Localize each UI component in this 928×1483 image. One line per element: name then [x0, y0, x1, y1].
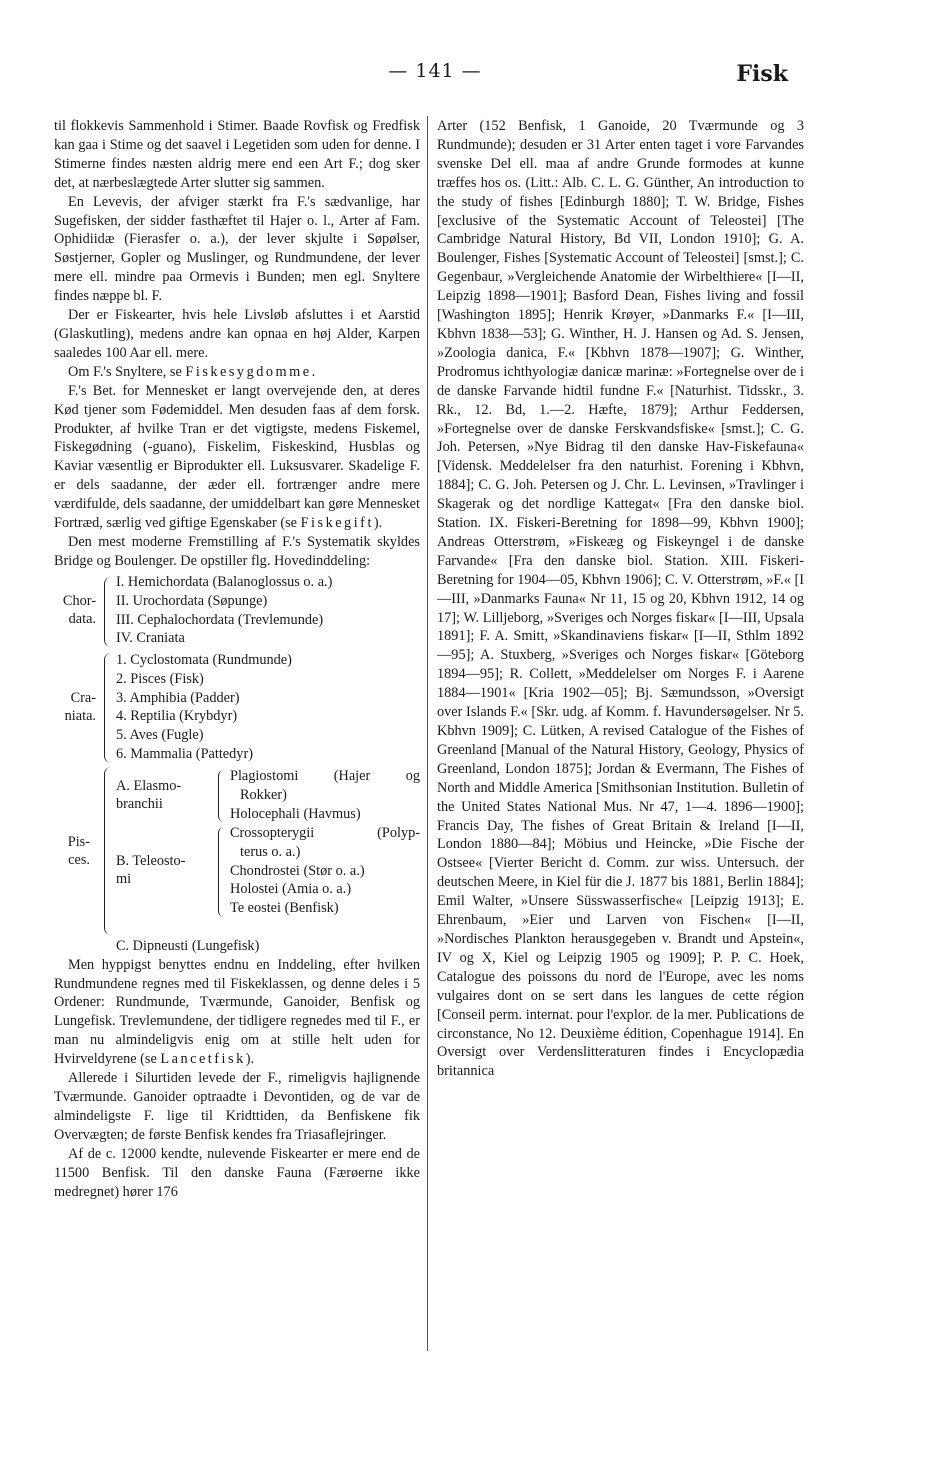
cross-reference: Lancetfisk [160, 1051, 246, 1068]
taxon-row: 3. Amphibia (Padder) [116, 689, 240, 706]
group-label-teleostomi: B. Teleosto- mi [116, 852, 186, 887]
paragraph [54, 956, 420, 1069]
page-number: — 141 — [388, 60, 482, 82]
group-label-craniata: Cra- niata. [64, 689, 96, 724]
paragraph: Allerede i Silurtiden levede der F., rimeligvis hajlignende Tværmunde. Ganoider optraadte i Devontiden, og de var de almindeligste F. lige til Kridttiden, da Benfiskene fik Overvægten; de første Benfisk kendes fra Triasaflejringer. [54, 1070, 420, 1143]
column-divider [427, 116, 428, 1351]
taxon-row: I. Hemichordata (Balanoglossus o. a.) [116, 573, 333, 590]
text-run: Men hyppigst benyttes endnu en Inddeling, efter hvilken Rundmundene regnes med til Fiskeklassen, og denne deles i 5 Ordener: Rundmunde, Tværmunde, Ganoider, Benfisk og Lungefisk. Trevlemundene, der tidligere regnedes med til F., er man nu almindeligvis enig om at stille helt uden for Hvirveldyrene (se [54, 956, 420, 1068]
brace [104, 653, 111, 763]
group-label-chordata: Chor- data. [62, 592, 96, 627]
taxon-row: III. Cephalochordata (Trevlemunde) [116, 611, 324, 628]
taxon-row: II. Urochordata (Søpunge) [116, 592, 268, 609]
brace [104, 577, 111, 647]
brace [104, 767, 111, 935]
paragraph: Af de c. 12000 kendte, nulevende Fiskearter er mere end de 11500 Benfisk. Til den danske Fauna (Færøerne ikke medregnet) hører 176 [54, 1145, 420, 1200]
taxon-row: Plagiostomi (Hajer og [230, 767, 420, 784]
text-run: F.'s Bet. for Mennesket er langt overvejende den, at deres Kød tjener som Fødemiddel. Men desuden faas af dem forsk. Produkter, af hvilke Tran er det vigtigste, medens Fiskemel, Fiskegødning (-guano), Fiskelim, Fiskeskind, Husblas og Kaviar væsentlig er Biprodukter ell. Luksusvarer. Skadelige F. er dels saadanne, der æder ell. fortrænger andre mere værdifulde, dels saadanne, der umiddelbart kan gøre Mennesket Fortræd, særlig ved giftige Egenskaber (se [54, 382, 420, 532]
left-column [54, 117, 420, 1201]
text-run: ). [245, 1051, 255, 1068]
taxon-row: Crossopterygii (Polyp- [230, 824, 420, 841]
chordata-list [116, 573, 420, 649]
paragraph [54, 382, 420, 533]
brace [218, 827, 224, 917]
taxon-row: Chondrostei (Stør o. a.) [230, 862, 365, 879]
taxon-row: 1. Cyclostomata (Rundmunde) [116, 651, 292, 668]
taxon-row-dipneusti: C. Dipneusti (Lungefisk) [116, 937, 260, 954]
running-head: Fisk [736, 61, 788, 87]
literature-paragraph: Arter (152 Benfisk, 1 Ganoide, 20 Tværmunde og 3 Rundmunde); desuden er 31 Arter enten taget i vore Farvandes svenske Del ell. maa af andre Grunde formodes at kunne træffes hos os. (Litt.: Alb. C. L. G. Günther, An introduction to the study of fishes [Edinburgh 1880]; T. W. Bridge, Fishes [exclusive of the Systematic Account of Teleostei] [The Cambridge Natural History, Bd VII, London 1910]; G. A. Boulenger, Fishes [Systematic Account of Teleostei] [smst.]; C. Gegenbaur, »Vergleichende Anatomie der Wirbelthiere« [I—II, Leipzig 1898—1901]; Basford Dean, Fishes living and fossil [Washington 1895]; Henrik Krøyer, »Danmarks F.« [I—III, Kbhvn 1838—53]; G. Winther, H. J. Hansen og Ad. S. Jensen, »Zoologia danica, F.« [Kbhvn 1878—1907]; G. Winther, Prodromus ichthyologiæ danicæ marinæ: »Fortegnelse over de i de danske Farvande hidtil fundne F.« [Naturhist. Tidsskr., 3. Rk., 12. Bd, 1.—2. Hæfte, 1879]; Arthur Feddersen, »Fortegnelse over de danske Ferskvandsfiske« [smst.]; C. G. Joh. Petersen, »Nye Bidrag til den danske Hav-Fiskefauna« [Vidensk. Meddelelser fra den naturhist. Forening i Kbhvn, 1884]; C. G. Joh. Petersen og J. Chr. L. Levinsen, »Travlinger i Skagerak og det nordlige Kattegat« [Fra den danske biol. Station. IX. Fiskeri-Beretning for 1898—99, Kbhvn 1900]; Andreas Otterstrøm, »Fiskeæg og Fiskeyngel i de danske Farvande« [Fra den danske biol. Station. XIII. Fiskeri-Beretning for 1904—05, Kbhvn 1906]; C. V. Otterstrøm, »F.« [I—III, »Danmarks Fauna« Nr 11, 15 og 20, Kbhvn 1912, 14 og 17]; W. Lilljeborg, »Sveriges och Norges fiskar« [I—III, Upsala 1891]; F. A. Smitt, »Skandinaviens fiskar« [I—II, Sthlm 1892—95]; A. Stuxberg, »Sveriges och Norges fiskar« [Göteborg 1894—95]; R. Collett, »Meddelelser om Norges F. i Aarene 1884—1901« [Kria 1902—05]; Bj. Sæmundsson, »Oversigt over Islands F.« [Skr. udg. af Komm. f. Havundersøgelser. Nr 5. Kbhvn 1909]; C. Lütken, A revised Catalogue of the Fishes of Greenland [Manual of the Natural History, Geology, Physics of Greenland, London 1875]; Jordan & Evermann, The Fishes of North and Middle America [Smithsonian Institution. Bulletin of the United States National Mus. Nr 47, 1—4. 1896—1900]; Francis Day, The fishes of Great Britain & Ireland [I—II, London 1880—84]; Möbius und Heincke, »Die Fische der Ostsee« [Vierter Bericht d. Comm. zur wiss. Untersuch. der deutschen Meere, in Kiel für die J. 1877 bis 1881, Berlin 1884]; Emil Walter, »Unsere Süsswasserfische« [Leipzig 1913]; E. Ehrenbaum, »Eier und Larven von Fischen« [I—II, »Nordisches Plankton herausgegeben v. Brandt und Apstein«, IV og X, Kiel og Leipzig 1905 og 1909]; P. P. C. Hoek, Catalogue des poissons du nord de l'Europe, avec les noms vulgaires dont on se sert dans les langues de cette région [Conseil perm. internat. pour l'explor. de la mer. Publications de circonstance, No 12. Deuxième édition, Copenhague 1914]. En Oversigt over Verdenslitteraturen findes i Encyclopædia britannica [437, 118, 804, 1080]
right-column [437, 117, 804, 1362]
taxon-row: 2. Pisces (Fisk) [116, 670, 204, 687]
paragraph: til flokkevis Sammenhold i Stimer. Baade Rovfisk og Fredfisk kan gaa i Stime og det saavel i Legetiden som uden for denne. I Stimerne findes næsten aldrig mere end een Art F.; dog sker det, at nærbeslægtede Arter slutter sig sammen. [54, 118, 420, 191]
taxon-row: Holostei (Amia o. a.) [230, 881, 352, 898]
taxonomy-chordata [54, 573, 420, 649]
craniata-list [116, 651, 420, 764]
elasmobranchii-list [230, 767, 420, 824]
group-label-elasmobranchii: A. Elasmo- branchii [116, 777, 182, 812]
taxon-row: Rokker) [240, 786, 287, 803]
text-run: Om F.'s Snyltere, se [68, 363, 186, 380]
taxon-row: 5. Aves (Fugle) [116, 727, 204, 744]
paragraph [54, 363, 420, 382]
cross-reference: Fiskesygdomme. [185, 363, 318, 380]
taxonomy-craniata [54, 651, 420, 765]
cross-reference: Fiskegift [300, 515, 374, 532]
teleostomi-list [230, 824, 420, 919]
brace [218, 770, 224, 822]
taxon-row: terus o. a.) [240, 843, 301, 860]
taxon-row: Holocephali (Havmus) [230, 805, 361, 822]
paragraph: Der er Fiskearter, hvis hele Livsløb afsluttes i et Aarstid (Glaskutling), medens andre kan opnaa en høj Alder, Karpen saaledes 100 Aar ell. mere. [54, 307, 420, 361]
taxonomy-pisces [54, 767, 420, 937]
taxon-row: 4. Reptilia (Krybdyr) [116, 708, 238, 725]
paragraph: Den mest moderne Fremstilling af F.'s Systematik skyldes Bridge og Boulenger. De opstiller flg. Hovedinddeling: [54, 533, 420, 569]
text-run: ). [373, 515, 383, 532]
taxon-row: IV. Craniata [116, 630, 185, 647]
taxon-row: Te eostei (Benfisk) [230, 900, 339, 917]
taxon-row: 6. Mammalia (Pattedyr) [116, 746, 253, 763]
paragraph: En Levevis, der afviger stærkt fra F.'s sædvanlige, har Sugefisken, der sidder fasthæftet til Hajer o. l., Arter af Fam. Ophidiidæ (Fierasfer o. a.), der lever skjulte i Søpølser, Søstjerner, Gopler og Muslinger, og Rundmundene, der lever mere ell. mindre paa Ormevis i Bunden; men egl. Snyltere findes næppe bl. F. [54, 193, 420, 305]
group-label-pisces: Pis- ces. [67, 833, 90, 868]
